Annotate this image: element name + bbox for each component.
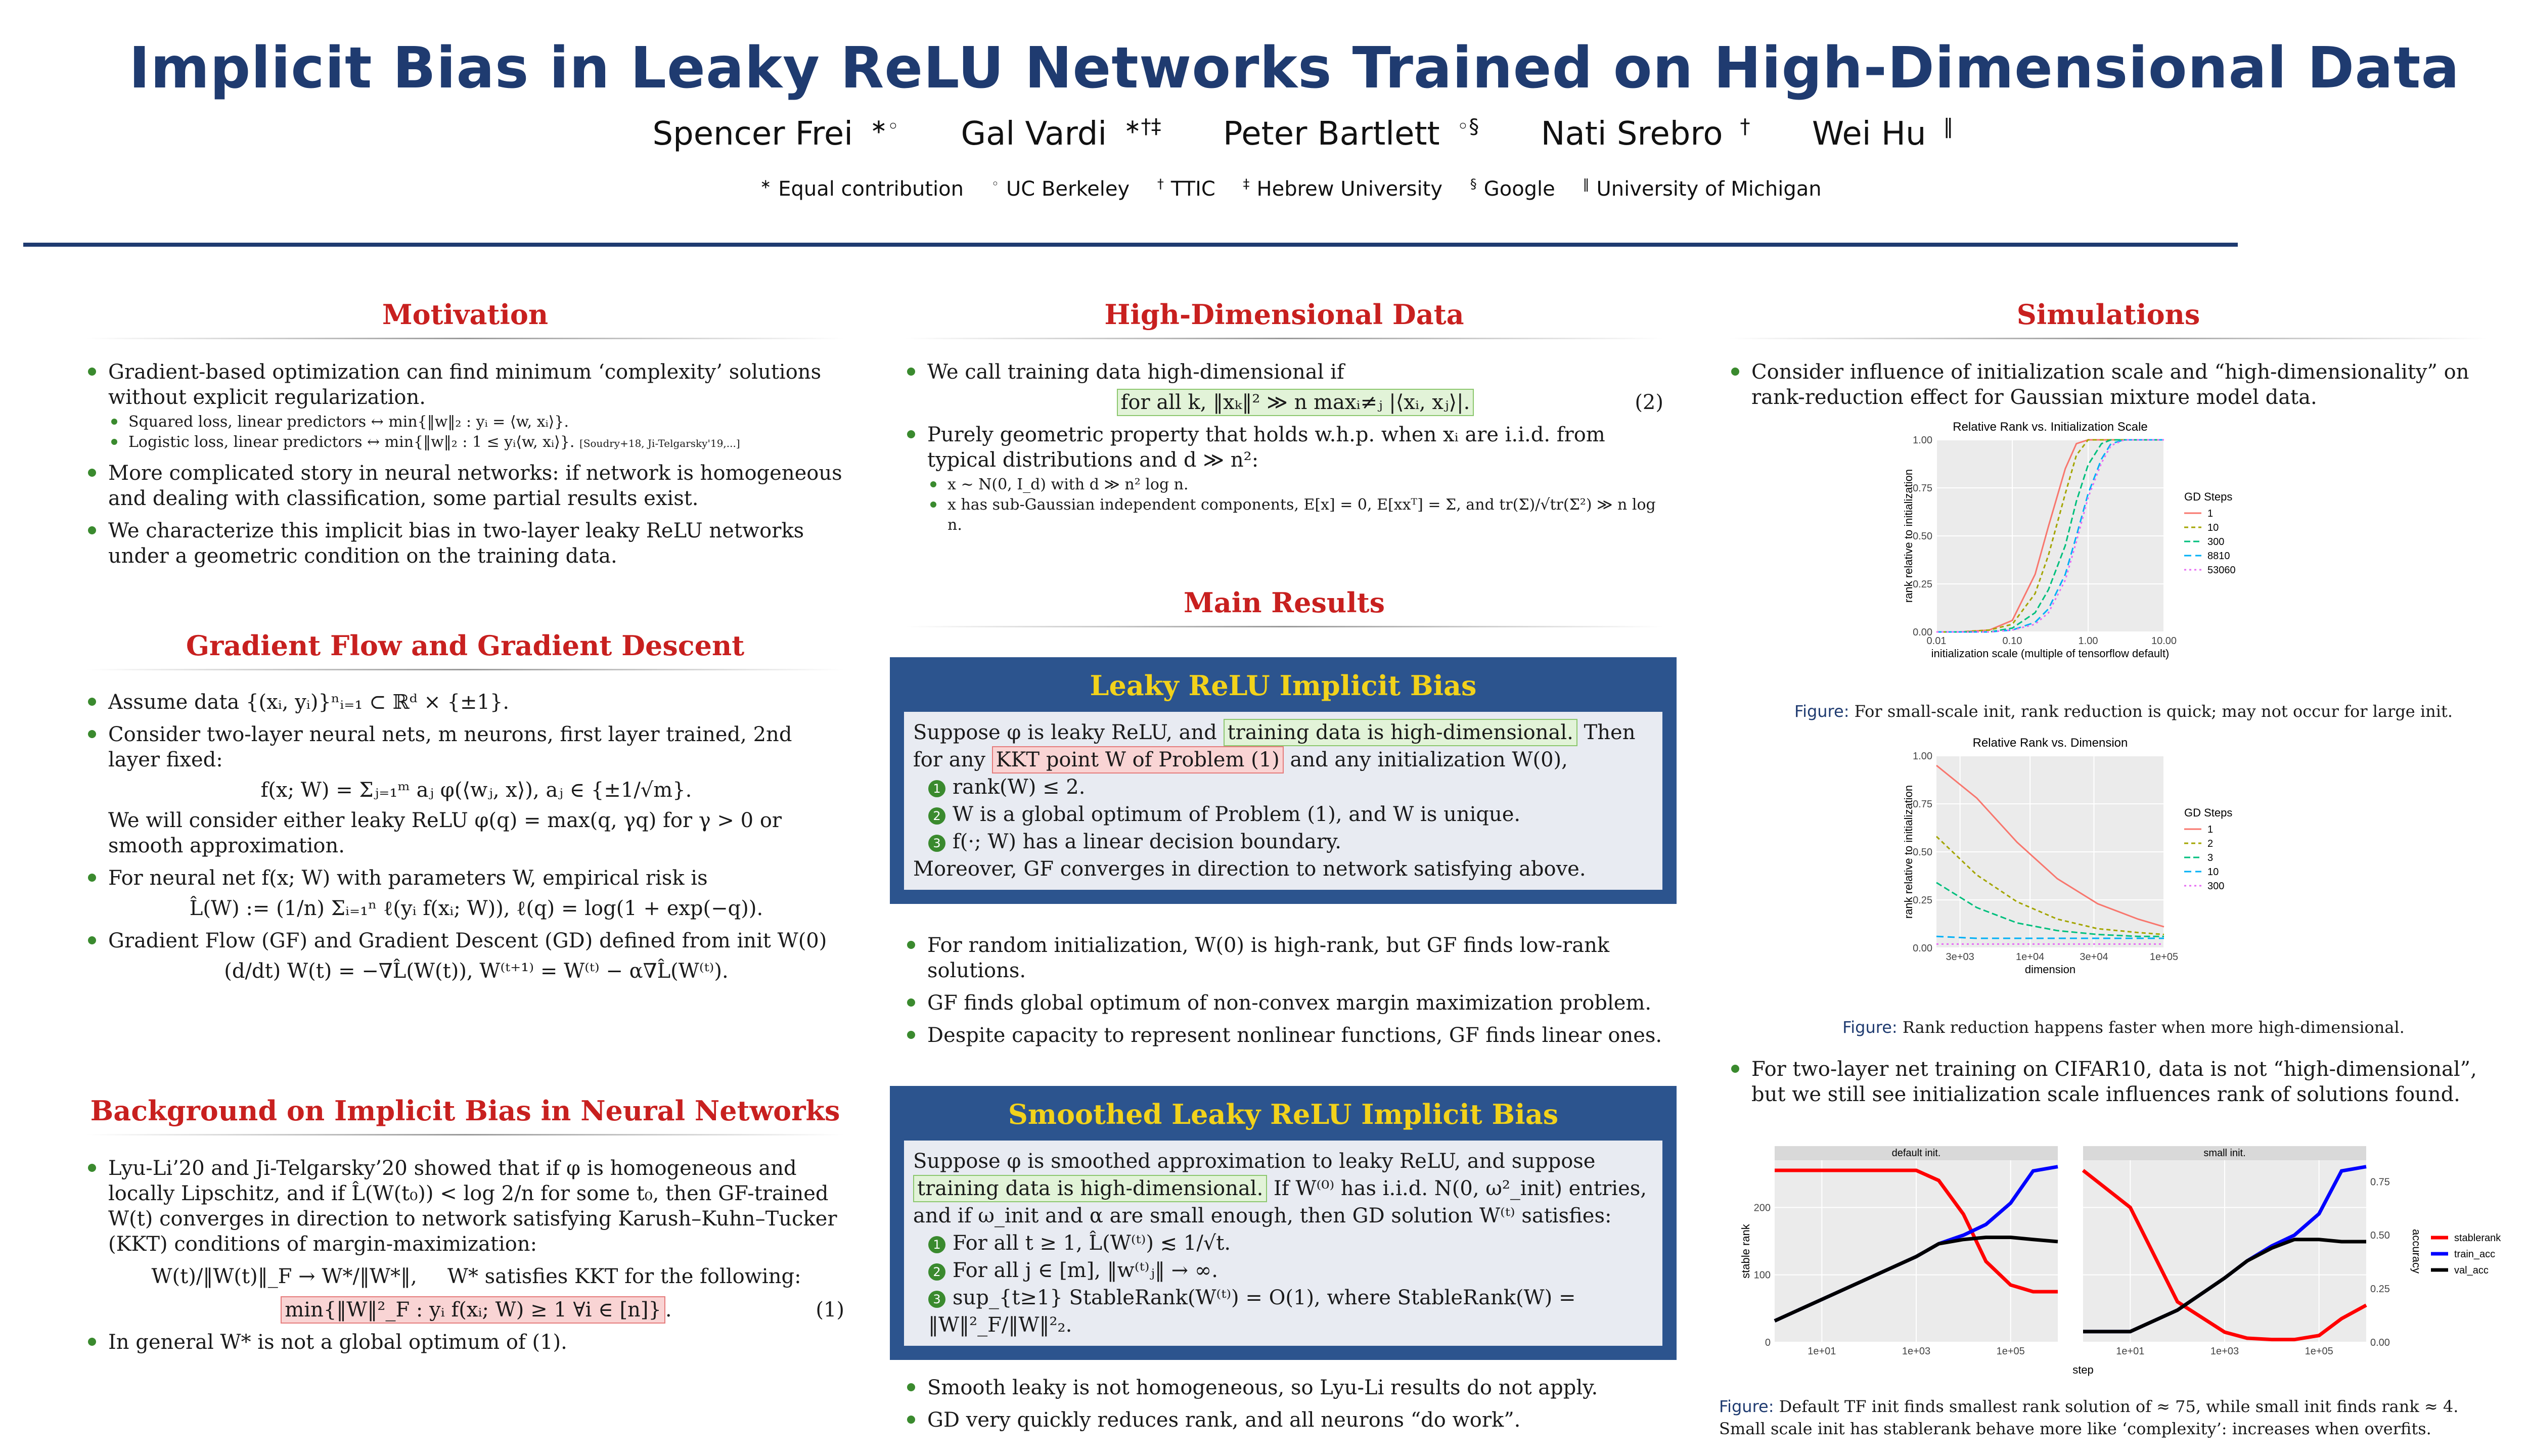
affiliation: ∗ Equal contribution [760,177,964,201]
y-tick-label: 0.50 [1913,847,1932,858]
main-results-section [905,586,1663,648]
equation: min{‖W‖²_F : yᵢ f(xᵢ; W) ≥ 1 ∀i ∈ [n]} . (1) [108,1297,844,1323]
equation [927,390,1663,415]
highlight-problem-1: min{‖W‖²_F : yᵢ f(xᵢ; W) ≥ 1 ∀i ∈ [n]} [281,1296,665,1324]
y-axis-label: rank relative to initialization [1902,785,1915,919]
list-item: In general W* is not a global optimum of (1). [86,1330,844,1355]
y-tick-label: 1.00 [1913,435,1932,446]
x-tick-label: 1e+05 [2305,1346,2333,1357]
sub-list-item: Logistic loss, linear predictors ↔ min{‖w‖₂ : 1 ≤ yᵢ⟨w, xᵢ⟩}. [Soudry+18, Ji-Telgarsky'19,...] [108,432,844,453]
background-section [86,1095,844,1362]
affiliation: ‖ University of Michigan [1583,177,1822,201]
x-tick-label: 1e+03 [1902,1346,1931,1357]
figure-caption: Figure: Default TF init finds smallest rank solution of ≈ 75, while small init finds rank ≈ 4. Small scale init has stablerank behave more like ‘complexity’: increases when overfits. [1719,1397,2459,1438]
y-tick-label: 0.75 [1913,799,1932,810]
list-item: GD very quickly reduces rank, and all neurons “do work”. [905,1407,1663,1433]
author: Peter Bartlett ◦§ [1223,115,1479,153]
gradient-flow-section [86,629,844,991]
motivation-section [86,298,844,576]
list-item: More complicated story in neural networks: if network is homogeneous and dealing with classification, some partial results exist. [86,461,844,511]
section-heading: Simulations [2016,298,2200,331]
list-item: For two-layer net training on CIFAR10, data is not “high-dimensional”, but we still see initialization scale influences rank of solutions found. [1729,1057,2488,1107]
list-item: For neural net f(x; W) with parameters W, empirical risk is L̂(W) := (1/n) Σᵢ₌₁ⁿ ℓ(yᵢ f(xᵢ; W)), ℓ(q) = log(1 + exp(−q)). [86,866,844,921]
legend-label: stablerank [2454,1233,2501,1244]
section-heading: High-Dimensional Data [1104,298,1464,331]
poster-title: Implicit Bias in Leaky ReLU Networks Trained on High-Dimensional Data [128,35,2460,101]
theorem-body [904,1141,1662,1346]
list-item: Gradient-based optimization can find minimum ‘complexity’ solutions without explicit regularization. Squared loss, linear predictors ↔ min{‖w‖₂ : yᵢ = ⟨w, xᵢ⟩}. Logistic loss, linear predictors ↔ min{‖w‖₂ : 1 ≤ yᵢ⟨w, xᵢ⟩}. [Soudry+18, Ji-Telgarsky'19,...] [86,359,844,453]
list-item: Gradient Flow (GF) and Gradient Descent (GD) defined from init W(0) (d/dt) W(t) = −∇L̂(W(t)), W⁽ᵗ⁺¹⁾ = W⁽ᵗ⁾ − α∇L̂(W⁽ᵗ⁾). [86,928,844,984]
legend-title: GD Steps [2184,490,2233,503]
section-heading: Motivation [382,298,549,331]
x-tick-label: 1e+04 [2016,951,2045,963]
y-tick-label: 0.25 [1913,579,1932,590]
section-divider [86,1134,844,1135]
author: Wei Hu ‖ [1812,115,1954,153]
y-axis-label: stable rank [1739,1224,1752,1279]
sub-list-item: x has sub-Gaussian independent components, E[x] = 0, E[xxᵀ] = Σ, and tr(Σ)/√tr(Σ²) ≫ n log n. [927,495,1663,535]
y-tick-label: 0.25 [2370,1284,2390,1295]
theorem-item: 1 For all t ≥ 1, L̂(W⁽ᵗ⁾) ≲ 1/√t. [913,1230,1653,1257]
y-tick-label: 0 [1765,1337,1771,1348]
x-tick-label: 0.10 [2002,635,2022,647]
legend-label: 53060 [2207,565,2236,576]
y-tick-label: 0.50 [1913,531,1932,542]
x-axis-label: dimension [2024,963,2076,976]
facet-label: default init. [1891,1148,1941,1159]
legend-label: 300 [2207,881,2225,892]
x-tick-label: 3e+04 [2080,951,2108,963]
init-scale-chart [1901,420,2356,682]
legend-label: 3 [2207,852,2214,863]
highlight-high-dim: for all k, ‖xₖ‖² ≫ n maxᵢ≠ⱼ |⟨xᵢ, xⱼ⟩|. [1117,389,1474,416]
y-tick-label: 100 [1753,1269,1771,1281]
section-heading: Main Results [1183,586,1385,619]
section-divider [1729,338,2488,339]
cifar-remark [1729,1057,2488,1114]
author: Gal Vardi ∗†‡ [961,115,1161,153]
figure-caption: Figure: For small-scale init, rank reduction is quick; may not occur for large init. [1794,702,2453,721]
legend-label: 300 [2207,536,2225,548]
list-item: Consider two-layer neural nets, m neurons, first layer trained, 2nd layer fixed: f(x; W) = Σⱼ₌₁ᵐ aⱼ φ(⟨wⱼ, x⟩), aⱼ ∈ {±1/√m}. We will consider either leaky ReLU φ(q) = max(q, γq) for γ > 0 or smooth approximation. [86,722,844,858]
chart-title: Relative Rank vs. Dimension [1972,736,2128,750]
smoothed-relu-remarks [905,1375,1663,1440]
highlight-kkt: KKT point W of Problem (1) [992,746,1284,774]
x-tick-label: 1e+05 [2149,951,2179,963]
y-axis-label: rank relative to initialization [1902,469,1915,603]
equation: (d/dt) W(t) = −∇L̂(W(t)), W⁽ᵗ⁺¹⁾ = W⁽ᵗ⁾ − α∇L̂(W⁽ᵗ⁾). [224,960,729,983]
sub-list-item: x ∼ N(0, I_d) with d ≫ n² log n. [927,475,1663,495]
list-item: Assume data {(xᵢ, yᵢ)}ⁿᵢ₌₁ ⊂ ℝᵈ × {±1}. [86,690,844,715]
list-item: Smooth leaky is not homogeneous, so Lyu-Li results do not apply. [905,1375,1663,1400]
section-divider [905,626,1663,627]
section-divider [86,669,844,670]
equation: W(t)/‖W(t)‖_F → W*/‖W*‖, W* satisfies KKT for the following: [151,1265,801,1288]
theorem-item: 3 sup_{t≥1} StableRank(W⁽ᵗ⁾) = O(1), where StableRank(W) = ‖W‖²_F/‖W‖²₂. [928,1286,1576,1337]
dimension-chart [1901,736,2356,998]
x-tick-label: 1e+03 [2210,1346,2239,1357]
y-tick-label: 0.50 [2370,1230,2390,1242]
legend-label: 2 [2207,838,2214,849]
affiliation: ◦ UC Berkeley [991,177,1130,201]
theorem-heading: Smoothed Leaky ReLU Implicit Bias [1008,1098,1559,1130]
equation: f(x; W) = Σⱼ₌₁ᵐ aⱼ φ(⟨wⱼ, x⟩), aⱼ ∈ {±1/√m}. [260,779,692,802]
y-tick-label: 0.25 [1913,895,1932,906]
affiliation: ‡ Hebrew University [1243,177,1442,201]
leaky-relu-theorem-box [890,657,1677,904]
theorem-item: 3 f(·; W) has a linear decision boundary. [913,828,1653,855]
legend-label: 1 [2207,824,2214,835]
legend-label: 8810 [2207,551,2230,562]
y-tick-label: 0.75 [1913,483,1932,494]
author-list [0,115,2528,153]
y-tick-label: 0.00 [2370,1337,2390,1348]
cifar-chart [1719,1145,2508,1388]
legend-title: GD Steps [2184,806,2233,819]
theorem-statement: Suppose φ is smoothed approximation to leaky ReLU, and suppose training data is high-dimensional. If W⁽⁰⁾ has i.i.d. N(0, ω²_init) entries, and if ω_init and α are small enough, then GD solution W⁽ᵗ⁾ satisfies: [913,1150,1647,1227]
list-item: We characterize this implicit bias in two-layer leaky ReLU networks under a geometric condition on the training data. [86,518,844,569]
equation: L̂(W) := (1/n) Σᵢ₌₁ⁿ ℓ(yᵢ f(xᵢ; W)), ℓ(q) = log(1 + exp(−q)). [189,897,763,920]
smoothed-relu-theorem-box [890,1086,1677,1360]
legend-label: 10 [2207,522,2219,533]
legend-label: val_acc [2454,1265,2489,1276]
section-divider [86,338,844,339]
theorem-heading: Leaky ReLU Implicit Bias [1090,669,1477,702]
y-tick-label: 0.75 [2370,1176,2390,1188]
list-item: For random initialization, W(0) is high-rank, but GF finds low-rank solutions. [905,933,1663,983]
header-rule [23,243,2238,247]
theorem-item: 2 For all j ∈ [m], ‖w⁽ᵗ⁾ⱼ‖ → ∞. [913,1257,1653,1284]
author: Spencer Frei ∗◦ [652,115,899,153]
equation-number: (1) [816,1298,844,1322]
x-tick-label: 1e+01 [1808,1346,1836,1357]
list-item: Lyu-Li’20 and Ji-Telgarsky’20 showed that if φ is homogeneous and locally Lipschitz, and if L̂(W(t₀)) < log 2/n for some t₀, then GF-trained W(t) converges in direction to network satisfying Karush–Kuhn–Tucker (KKT) conditions of margin-maximization: W(t)/‖W(t)‖_F → W*/‖W*‖, W* satisfies KKT for the following: min{‖W‖²_F : yᵢ f(xᵢ; W) ≥ 1 ∀i ∈ [n]} . (1) [86,1156,844,1323]
equation-number: (2) [1635,391,1663,414]
affiliation-list [0,177,2528,201]
y-tick-label: 200 [1753,1202,1771,1214]
x-axis-label: step [2072,1363,2094,1376]
highlight-high-dim: training data is high-dimensional. [1224,719,1577,746]
theorem-item: 1 rank(W) ≤ 2. [913,774,1653,801]
author: Nati Srebro † [1541,115,1750,153]
list-item: We call training data high-dimensional if for all k, ‖xₖ‖² ≫ n maxᵢ≠ⱼ |⟨xᵢ, xⱼ⟩|. (2) [905,359,1663,415]
x-tick-label: 1.00 [2078,635,2098,647]
list-item: Purely geometric property that holds w.h.p. when xᵢ are i.i.d. from typical distributions and d ≫ n²: x ∼ N(0, I_d) with d ≫ n² log n. x has sub-Gaussian independent components, E[x] = 0, E[xxᵀ] = Σ, and tr(Σ)/√tr(Σ²) ≫ n log n. [905,422,1663,535]
x-axis-label: initialization scale (multiple of tensorflow default) [1931,647,2170,660]
legend-label: 1 [2207,508,2214,519]
figure-caption: Figure: Rank reduction happens faster when more high-dimensional. [1842,1018,2405,1037]
y-tick-label: 0.00 [1913,627,1932,638]
chart-title: Relative Rank vs. Initialization Scale [1953,420,2148,434]
theorem-statement: Suppose φ is leaky ReLU, and training data is high-dimensional. Then for any KKT point W of Problem (1) and any initialization W(0), [913,719,1653,774]
x-tick-label: 0.01 [1926,635,1947,647]
y-axis-label-right: accuracy [2410,1228,2423,1274]
section-divider [905,338,1663,339]
section-heading: Background on Implicit Bias in Neural Networks [90,1095,840,1127]
highlight-high-dim: training data is high-dimensional. [913,1175,1267,1202]
sub-list-item: Squared loss, linear predictors ↔ min{‖w‖₂ : yᵢ = ⟨w, xᵢ⟩}. [108,412,844,432]
theorem-body [904,712,1662,890]
high-dim-section [905,298,1663,542]
facet-label: small init. [2203,1148,2246,1159]
list-item: GF finds global optimum of non-convex margin maximization problem. [905,990,1663,1016]
x-tick-label: 3e+03 [1946,951,1974,963]
affiliation: † TTIC [1157,177,1215,201]
list-item: Consider influence of initialization scale and “high-dimensionality” on rank-reduction effect for Gaussian mixture model data. [1729,359,2488,410]
simulations-section [1729,298,2488,417]
section-heading: Gradient Flow and Gradient Descent [186,629,745,662]
y-tick-label: 1.00 [1913,751,1932,762]
theorem-conclusion: Moreover, GF converges in direction to network satisfying above. [913,857,1586,881]
affiliation: § Google [1470,177,1555,201]
legend-label: train_acc [2454,1249,2496,1260]
x-tick-label: 1e+05 [1996,1346,2025,1357]
paragraph: We will consider either leaky ReLU φ(q) = max(q, γq) for γ > 0 or smooth approximation. [108,809,782,857]
legend-label: 10 [2207,867,2219,878]
x-tick-label: 10.00 [2151,635,2177,647]
x-tick-label: 1e+01 [2116,1346,2145,1357]
y-tick-label: 0.00 [1913,943,1932,954]
leaky-relu-remarks [905,933,1663,1055]
theorem-item: 2 W is a global optimum of Problem (1), and W is unique. [913,801,1653,828]
list-item: Despite capacity to represent nonlinear functions, GF finds linear ones. [905,1023,1663,1048]
